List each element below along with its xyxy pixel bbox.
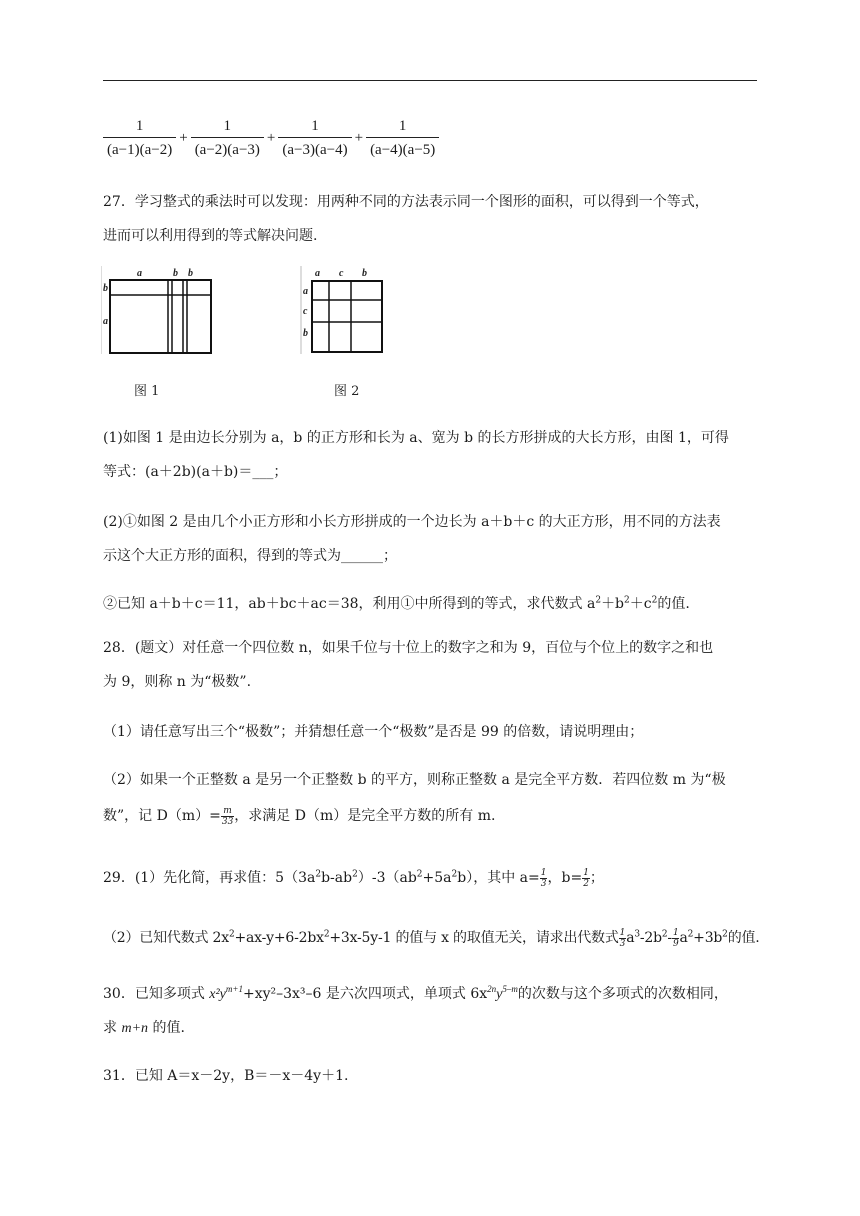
q29-part2: （2）已知代数式 $2x^2+ax-y+6-2bx^2+3x-5y-1$ 的值与 x 的取值无关，请求出代数式 $\frac{1}{3}$ $a^3-2b^2-$ $\frac{1}{9}$ $a^2+3b^2$的值. <box>103 927 760 949</box>
q28-part2-line1: （2）如果一个正整数 a 是另一个正整数 b 的平方，则称正整数 a 是完全平方数．若四位数 m 为“极 <box>103 772 726 788</box>
fig1-side-label-b: b <box>103 283 108 294</box>
figure-1 <box>101 266 213 356</box>
q27-part1-line1: (1)如图 1 是由边长分别为 a，b 的正方形和长为 a、宽为 b 的长方形拼成的大长方形，由图 1，可得 <box>103 430 729 446</box>
q29-part1: 29．(1）先化简，再求值：$5(3a^2b-ab^2)-3(ab^2+5a^2b)$，其中 a= $\frac{1}{3}$ ，b= $\frac{1}{2}$ ； <box>103 867 604 889</box>
fig1-side-label-a: a <box>103 316 108 327</box>
fig1-top-label-a: a <box>137 268 142 279</box>
q30-line2: 求 m+n 的值. <box>103 1020 185 1036</box>
fig2-top-label-a: a <box>315 268 320 279</box>
fraction-2: $\frac{1}{(a-2)(a-3)}$ <box>191 117 264 159</box>
plus-sign: + <box>179 129 188 146</box>
header-rule <box>103 80 757 81</box>
fraction-m-over-33: $\frac{m}{33}$ <box>221 805 234 827</box>
q30-line1: 30．已知多项式 $x^2y^{m+1}+xy^2-3x^3-6$ 是六次四项式，单项式 $6x^{2n}y^{5-m}$的次数与这个多项式的次数相同， <box>103 984 728 1002</box>
answer-blank-2: ______ <box>341 548 383 564</box>
q28-part2-line2: 数”，记 D（m）= $\frac{m}{33}$ ，求满足 D（m）是完全平方数的所有 m. <box>103 805 496 827</box>
fraction-4: $\frac{1}{(a-4)(a-5)}$ <box>366 117 439 159</box>
q27-part2-line1: (2)①如图 2 是由几个小正方形和小长方形拼成的一个边长为 a＋b＋c 的大正方形，用不同的方法表 <box>103 514 721 530</box>
q27-part3: ②已知 a＋b＋c＝11，ab＋bc＋ac＝38，利用①中所得到的等式，求代数式 $a^2+b^2+c^2$的值. <box>103 595 690 612</box>
fig1-top-label-b2: b <box>188 268 193 279</box>
figure-1-caption: 图 1 <box>134 384 160 399</box>
q27-line2: 进而可以利用得到的等式解决问题. <box>103 228 318 244</box>
fraction-a-value: $\frac{1}{3}$ <box>540 867 547 889</box>
plus-sign: + <box>266 129 276 146</box>
q28-part1: （1）请任意写出三个“极数”；并猜想任意一个“极数”是否是 99 的倍数，请说明理由； <box>103 724 644 740</box>
figure-2-caption: 图 2 <box>334 384 360 399</box>
fig2-side-label-c: c <box>303 306 308 317</box>
plus-sign: + <box>354 129 364 146</box>
figure-2 <box>300 266 386 356</box>
fig2-top-label-b: b <box>362 268 367 279</box>
q28-line1: 28．(题文）对任意一个四位数 n，如果千位与十位上的数字之和为 9，百位与个位上的数字之和也 <box>103 640 714 656</box>
fraction-1: $\frac{1}{(a-1)(a-2)}$ <box>103 117 176 159</box>
q27-part1-line2: 等式：(a＋2b)(a＋b)＝___； <box>103 464 288 480</box>
fraction-one-ninth: $\frac{1}{9}$ <box>672 927 679 949</box>
answer-blank-1: ___ <box>252 464 274 480</box>
fig1-top-label-b1: b <box>173 268 178 279</box>
q28-line2: 为 9，则称 n 为“极数”. <box>103 674 252 690</box>
fraction-one-third: $\frac{1}{3}$ <box>619 927 626 949</box>
fig2-side-label-a: a <box>303 286 308 297</box>
fig2-top-label-c: c <box>339 268 344 279</box>
q31-line1: 31．已知 A＝x－2y，B＝－x－4y＋1. <box>103 1068 349 1084</box>
q27-part2-line2: 示这个大正方形的面积，得到的等式为______； <box>103 548 397 564</box>
fraction-sum <box>103 110 439 166</box>
q27-line1: 27．学习整式的乘法时可以发现：用两种不同的方法表示同一个图形的面积，可以得到一个等式， <box>103 194 709 210</box>
fraction-b-value: $\frac{1}{2}$ <box>583 867 589 889</box>
fig2-side-label-b: b <box>303 328 308 339</box>
fraction-3: $\frac{1}{(a-3)(a-4)}$ <box>278 117 351 159</box>
